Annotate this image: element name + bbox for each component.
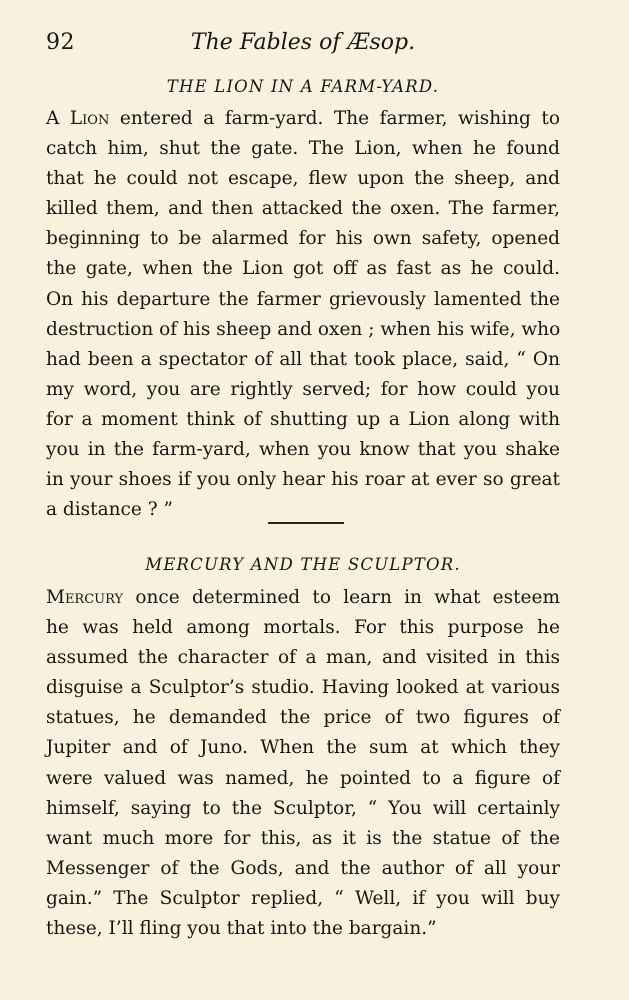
text-line: assumed the character of a man, and visited in this: [46, 647, 560, 669]
text-line: these, I’ll fling you that into the bargain.”: [46, 918, 437, 940]
lead-word: A Lion: [46, 108, 110, 129]
running-title: The Fables of Æsop.: [190, 30, 416, 55]
page-number: 92: [46, 30, 75, 55]
text-line: you in the farm-yard, when you know that you shake: [46, 439, 560, 461]
text-line: destruction of his sheep and oxen ; when his wife, who: [46, 318, 561, 340]
text-line: beginning to be alarmed for his own safety, opened: [46, 228, 560, 250]
text-line: On his departure the farmer grievously lamented the: [46, 288, 560, 310]
text-line: he was held among mortals. For this purpose he: [46, 617, 560, 639]
page-header: [46, 26, 560, 60]
fable-body-mercury: [46, 583, 560, 944]
text-line: want much more for this, as it is the statue of the: [46, 827, 560, 849]
fable-body-lion: [46, 104, 560, 525]
text-line: that he could not escape, flew upon the sheep, and: [46, 168, 560, 190]
text-line: himself, saying to the Sculptor, “ You will certainly: [46, 797, 560, 819]
fable-title-lion: THE LION IN A FARM-YARD.: [166, 77, 440, 96]
text-line: Mercury once determined to learn in what esteem: [46, 587, 560, 608]
text-line: had been a spectator of all that took place, said, “ On: [46, 348, 560, 370]
text-line: gain.” The Sculptor replied, “ Well, if you will buy: [46, 887, 560, 909]
text-line: catch him, shut the gate. The Lion, when he found: [46, 138, 560, 160]
text-line: Jupiter and of Juno. When the sum at which they: [46, 737, 560, 759]
text-line: were valued was named, he pointed to a figure of: [46, 767, 560, 789]
lead-word: Mercury: [46, 587, 124, 608]
fable-title-mercury: MERCURY AND THE SCULPTOR.: [145, 555, 461, 574]
text-line: disguise a Sculptor’s studio. Having looked at various: [46, 677, 560, 699]
text-line: a distance ? ”: [46, 499, 173, 521]
text-line: statues, he demanded the price of two figures of: [46, 707, 560, 729]
text-line: A Lion entered a farm-yard. The farmer, wishing to: [46, 108, 560, 129]
text-line: my word, you are rightly served; for how could you: [46, 378, 560, 400]
text-line: killed them, and then attacked the oxen. The farmer,: [46, 198, 560, 220]
section-divider: [268, 522, 344, 524]
text-line: for a moment think of shutting up a Lion along with: [46, 408, 560, 430]
text-line: the gate, when the Lion got off as fast as he could.: [46, 258, 560, 280]
text-line: Messenger of the Gods, and the author of all your: [46, 857, 560, 879]
text-line: in your shoes if you only hear his roar at ever so great: [46, 469, 560, 491]
